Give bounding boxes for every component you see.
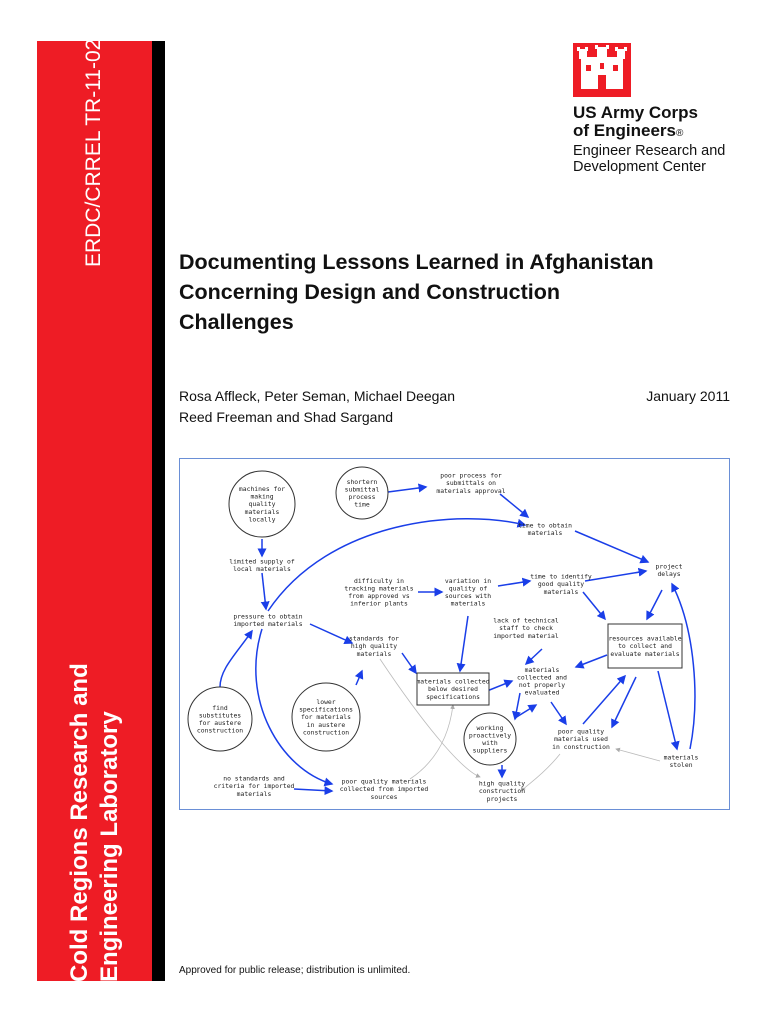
publication-date: January 2011: [646, 388, 730, 404]
diagram-node-lack-staff: lack of technical staff to check imported material: [493, 616, 559, 640]
authors-line2: Reed Freeman and Shad Sargand: [179, 409, 394, 425]
authors-line1: Rosa Affleck, Peter Seman, Michael Deegan: [179, 388, 456, 404]
diagram-link: [220, 631, 252, 687]
diagram-node-standards: standards for high quality materials: [348, 634, 400, 658]
diagram-node-project-delays: project delays: [655, 562, 683, 578]
diagram-link: [310, 624, 352, 643]
diagram-node-variation: variation in quality of sources with materials: [444, 576, 492, 608]
diagram-link: [498, 581, 530, 586]
diagram-node-time-identify: time to identify good quality materials: [530, 572, 592, 596]
diagram-link: [658, 671, 677, 749]
diagram-link: [612, 677, 636, 727]
diagram-link: [526, 649, 542, 664]
authors: [179, 386, 455, 428]
center-line2: Development Center: [573, 159, 706, 175]
diagram-link: [294, 789, 332, 791]
diagram-link: [388, 487, 426, 492]
diagram-link: [576, 655, 607, 667]
causal-loop-diagram: [179, 458, 730, 810]
org-name: [573, 104, 763, 175]
diagram-node-not-evaluated: materials collected and not properly evaluated: [516, 665, 568, 697]
diagram-link: [262, 573, 266, 609]
laboratory-name: [65, 582, 125, 982]
diagram-node-high-quality-proj: high quality construction projects: [478, 779, 526, 803]
center-line1: Engineer Research and: [573, 143, 726, 159]
org-line2: of Engineers®: [573, 121, 684, 140]
diagram-link: [575, 531, 648, 562]
diagram-link: [585, 571, 646, 581]
title-line3: Challenges: [179, 310, 294, 334]
diagram-link: [583, 676, 625, 724]
release-note: Approved for public release; distribution is unlimited.: [179, 965, 411, 976]
diagram-link: [487, 681, 512, 691]
diagram-node-working: working proactively with suppliers: [468, 723, 512, 755]
diagram-node-resources: resources available to collect and evaluate materials: [608, 634, 682, 658]
diagram-link: [500, 494, 528, 517]
diagram-link: [515, 705, 536, 718]
diagram-node-collected-below: materials collected below desired specifications: [416, 677, 490, 701]
diagram-link: [583, 592, 605, 619]
diagram-node-machines: machines for making quality materials locally: [238, 485, 286, 524]
diagram-node-no-standards: no standards and criteria for imported materials: [213, 774, 295, 798]
diagram-node-time-obtain: time to obtain materials: [518, 521, 572, 537]
diagram-link: [410, 705, 453, 779]
diagram-link: [524, 754, 560, 789]
title-line1: Documenting Lessons Learned in Afghanistan: [179, 250, 654, 274]
diagram-node-find-subs: find substitutes for austere construction: [196, 703, 244, 735]
diagram-node-limited-supply: limited supply of local materials: [229, 557, 295, 573]
diagram-link: [647, 590, 662, 619]
diagram-node-lower-specs: lower specifications for materials in austere construction: [299, 698, 353, 737]
castle-icon: [573, 43, 631, 97]
diagram-node-poor-used: poor quality materials used in construction: [552, 727, 610, 751]
diagram-link: [460, 616, 468, 671]
lab-name-line2: Engineering Laboratory: [96, 711, 123, 982]
diagram-link: [616, 749, 660, 761]
title-line2: Concerning Design and Construction: [179, 280, 561, 304]
diagram-node-shorten: shortern submittal process time: [344, 477, 380, 509]
diagram-link: [551, 702, 566, 724]
report-number: ERDC/CRREL TR-11-02: [82, 38, 105, 267]
org-line1: US Army Corps: [573, 103, 699, 122]
report-title: [179, 247, 749, 337]
registered-mark: ®: [675, 128, 684, 139]
diagram-link: [356, 671, 362, 685]
diagram-node-pressure: pressure to obtain imported materials: [233, 612, 303, 628]
diagram-link: [402, 653, 416, 673]
lab-name-line1: Cold Regions Research and: [66, 663, 93, 982]
side-bar-divider: [152, 41, 165, 981]
diagram-node-stolen: materials stolen: [663, 753, 699, 769]
diagram-node-poor-process: poor process for submittals on materials approval: [436, 471, 506, 495]
diagram-node-poor-collected: poor quality materials collected from imported sources: [339, 777, 429, 801]
diagram-node-difficulty: difficulty in tracking materials from approved vs inferior plants: [344, 576, 414, 608]
